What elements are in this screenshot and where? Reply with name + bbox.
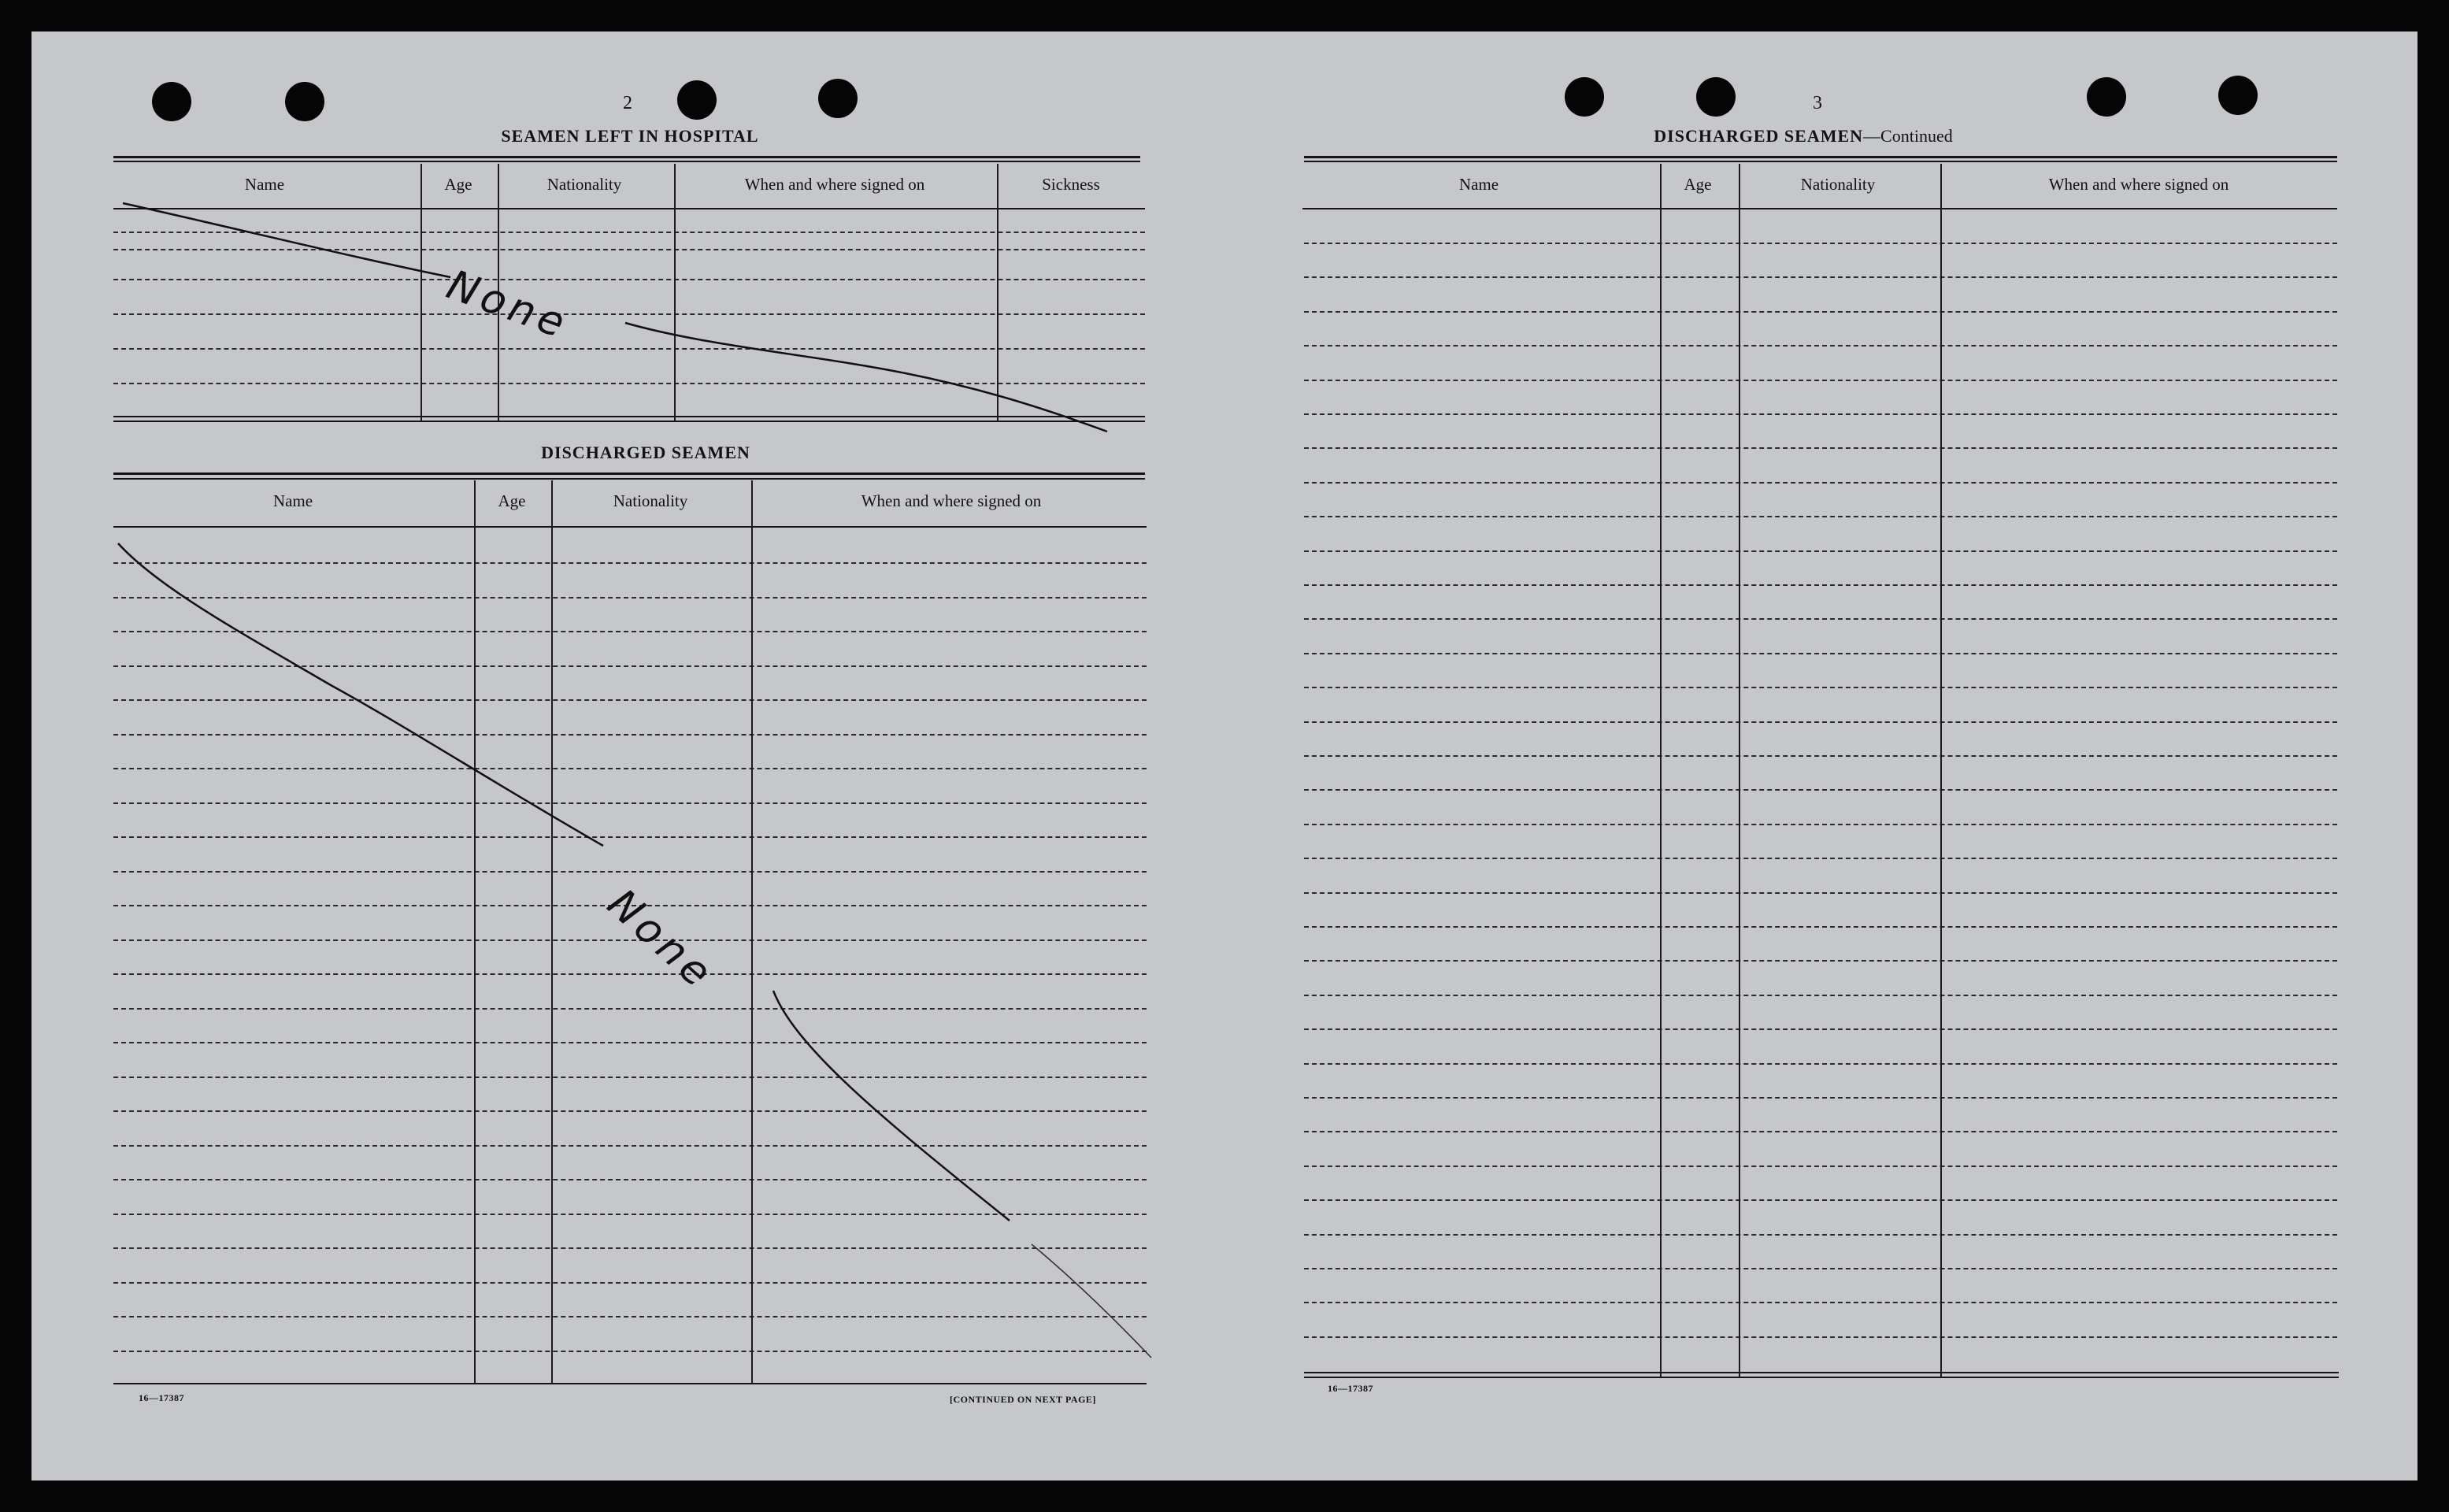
bottom-rule: [113, 416, 1145, 417]
punch-hole: [677, 80, 717, 120]
column-header-name: Name: [244, 175, 285, 194]
punch-hole: [1565, 77, 1604, 117]
entry-row-line: [1304, 1097, 2337, 1099]
column-divider: [474, 480, 476, 1383]
bottom-rule: [113, 1383, 1147, 1384]
entry-row-line: [1304, 243, 2337, 244]
top-rule: [1304, 156, 2337, 158]
column-divider: [421, 164, 422, 421]
column-divider: [1940, 164, 1942, 1377]
entry-row-line: [1304, 618, 2337, 620]
entry-row-line: [1304, 721, 2337, 723]
entry-row-line: [113, 1110, 1147, 1112]
entry-row-line: [1304, 380, 2337, 381]
entry-row-line: [1304, 516, 2337, 517]
column-divider: [997, 164, 998, 421]
header-rule: [113, 208, 1145, 209]
entry-row-line: [1304, 824, 2337, 825]
column-header-nationality: Nationality: [1800, 175, 1876, 194]
column-header-name: Name: [272, 491, 313, 510]
entry-row-line: [113, 1008, 1147, 1010]
entry-row-line: [113, 665, 1147, 667]
entry-row-line: [113, 383, 1145, 384]
entry-row-line: [113, 597, 1147, 598]
entry-row-line: [1304, 276, 2337, 278]
entry-row-line: [113, 973, 1147, 975]
entry-row-line: [1304, 1234, 2337, 1236]
entry-row-line: [1304, 995, 2337, 996]
column-divider: [751, 480, 753, 1383]
entry-row-line: [113, 279, 1145, 280]
entry-row-line: [113, 1282, 1147, 1284]
entry-row-line: [1304, 1336, 2337, 1338]
section-title-suffix: —Continued: [1863, 126, 1953, 146]
entry-row-line: [1304, 1302, 2337, 1303]
column-header-age: Age: [444, 175, 472, 194]
entry-row-line: [113, 1077, 1147, 1078]
entry-row-line: [113, 562, 1147, 564]
entry-row-line: [1304, 653, 2337, 654]
entry-row-line: [113, 1179, 1147, 1180]
entry-row-line: [1304, 345, 2337, 346]
entry-row-line: [113, 802, 1147, 804]
entry-row-line: [113, 232, 1145, 233]
page-number: 3: [1813, 93, 1822, 113]
entry-row-line: [1304, 447, 2337, 449]
entry-row-line: [113, 1042, 1147, 1043]
header-rule: [1302, 208, 2337, 209]
entry-row-line: [113, 1351, 1147, 1352]
section-title: [1654, 126, 1952, 146]
entry-row-line: [1304, 550, 2337, 552]
punch-hole: [285, 82, 324, 121]
continued-note: [CONTINUED ON NEXT PAGE]: [950, 1394, 1096, 1405]
entry-row-line: [113, 348, 1145, 350]
entry-row-line: [1304, 858, 2337, 859]
column-header-signed-on: When and where signed on: [744, 175, 925, 194]
entry-row-line: [113, 768, 1147, 769]
entry-row-line: [1304, 1131, 2337, 1132]
entry-row-line: [1304, 584, 2337, 586]
column-divider: [1660, 164, 1662, 1377]
form-number: 16—17387: [1328, 1383, 1373, 1394]
entry-row-line: [113, 734, 1147, 736]
entry-row-line: [113, 871, 1147, 873]
entry-row-line: [1304, 960, 2337, 962]
entry-row-line: [1304, 482, 2337, 484]
column-divider: [1739, 164, 1740, 1377]
column-header-signed-on: When and where signed on: [2048, 175, 2229, 194]
bottom-rule: [1304, 1377, 2339, 1378]
entry-row-line: [1304, 311, 2337, 313]
column-header-signed-on: When and where signed on: [861, 491, 1042, 510]
form-number: 16—17387: [139, 1392, 184, 1403]
punch-hole: [818, 79, 858, 118]
entry-row-line: [113, 1316, 1147, 1317]
column-header-age: Age: [498, 491, 526, 510]
column-header-sickness: Sickness: [1042, 175, 1100, 194]
entry-row-line: [1304, 1199, 2337, 1201]
top-rule: [113, 472, 1145, 475]
section-title-text: DISCHARGED SEAMEN: [1654, 126, 1864, 146]
top-rule: [1304, 161, 2337, 162]
column-header-age: Age: [1684, 175, 1712, 194]
column-header-name: Name: [1458, 175, 1499, 194]
top-rule: [113, 161, 1140, 162]
entry-row-line: [1304, 1063, 2337, 1065]
entry-row-line: [1304, 1028, 2337, 1030]
entry-row-line: [113, 631, 1147, 632]
page-number: 2: [623, 93, 632, 113]
top-rule: [113, 478, 1145, 480]
header-rule: [113, 526, 1147, 528]
entry-row-line: [1304, 926, 2337, 928]
punch-hole: [2087, 77, 2126, 117]
punch-hole: [1696, 77, 1736, 117]
punch-hole: [2218, 76, 2258, 115]
entry-row-line: [1304, 687, 2337, 688]
entry-row-line: [113, 699, 1147, 701]
entry-row-line: [1304, 413, 2337, 415]
handwritten-none: None: [440, 261, 576, 349]
top-rule: [113, 156, 1140, 158]
entry-row-line: [113, 1247, 1147, 1249]
entry-row-line: [1304, 789, 2337, 791]
column-header-nationality: Nationality: [546, 175, 622, 194]
entry-row-line: [113, 1214, 1147, 1215]
entry-row-line: [1304, 1166, 2337, 1167]
entry-row-line: [1304, 1268, 2337, 1269]
column-divider: [674, 164, 676, 421]
entry-row-line: [1304, 755, 2337, 757]
entry-row-line: [1304, 892, 2337, 894]
entry-row-line: [113, 1145, 1147, 1147]
column-header-nationality: Nationality: [613, 491, 688, 510]
bottom-rule: [113, 421, 1145, 422]
column-divider: [551, 480, 553, 1383]
punch-hole: [152, 82, 191, 121]
section-title: DISCHARGED SEAMEN: [541, 443, 750, 462]
entry-row-line: [113, 249, 1145, 250]
entry-row-line: [113, 836, 1147, 838]
bottom-rule: [1304, 1372, 2339, 1373]
section-title: SEAMEN LEFT IN HOSPITAL: [501, 126, 759, 146]
entry-row-line: [113, 313, 1145, 315]
handwritten-none: None: [598, 880, 724, 1000]
